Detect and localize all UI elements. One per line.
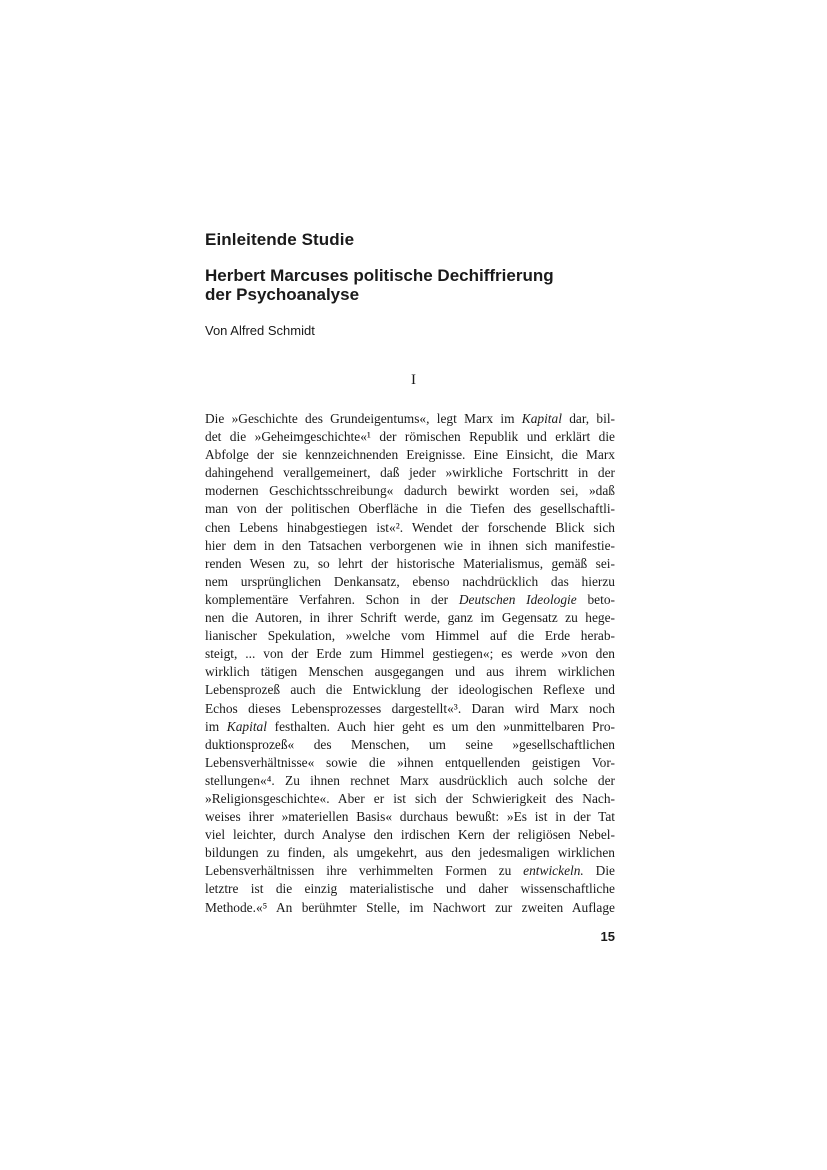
text-line: »Religionsgeschichte«. Aber er ist sich der Schwierigkeit des Nach- [205,790,615,806]
section-kicker: Einleitende Studie [205,230,355,249]
text-line: Die »Geschichte des Grundeigentums«, legt Marx im Kapital dar, bil- [205,411,615,426]
text-line: renden Wesen zu, so lehrt der historische Materialismus, gemäß sei- [205,555,615,571]
text-line: Lebensprozeß auch die Entwicklung der ideologischen Reflexe und [205,682,615,698]
text-line: det die »Geheimgeschichte«¹ der römischen Republik und erklärt die [205,429,615,445]
text-line: stellungen«⁴. Zu ihnen rechnet Marx ausdrücklich auch solche der [205,772,615,788]
text-line: komplementäre Verfahren. Schon in der Deutschen Ideologie beto- [205,591,615,607]
text-line: chen Lebens hinabgestiegen ist«². Wendet der forschende Blick sich [205,519,615,535]
text-line: weises ihrer »materiellen Basis« durchaus bewußt: »Es ist in der Tat [205,809,615,825]
text-line: nem ursprünglichen Denkansatz, ebenso nachdrücklich das hierzu [205,573,615,589]
text-line: Lebensverhältnisse« sowie die »ihnen entquellenden geistigen Vor- [205,754,615,770]
chapter-title [205,266,635,304]
text-line: im Kapital festhalten. Auch hier geht es um den »unmittelbaren Pro- [205,718,616,734]
text-line: steigt, ... von der Erde zum Himmel gestiegen«; es werde »von den [205,646,615,662]
body-paragraph [205,410,615,917]
text-line: lianischer Spekulation, »welche vom Himmel auf die Erde herab- [205,628,615,644]
text-line: letztre ist die einzig materialistische und daher wissenschaftliche [205,881,615,897]
text-line: dahingehend verallgemeinert, daß jeder »wirkliche Fortschritt in der [205,465,615,481]
text-line: bildungen zu finden, als umgekehrt, aus den jedesmaligen wirklichen [205,845,615,861]
text-line: duktionsprozeß« des Menschen, um seine »gesellschaftlichen [205,736,615,752]
text-line: Abfolge der sie kennzeichnenden Ereignisse. Eine Einsicht, die Marx [205,447,615,463]
chapter-title-line: der Psychoanalyse [205,285,360,304]
text-line: viel leichter, durch Analyse den irdischen Kern der religiösen Nebel- [205,827,615,843]
text-line: wirklich tätigen Menschen ausgegangen und aus ihrem wirklichen [205,664,615,680]
page-number: 15 [600,929,615,944]
text-line: nen die Autoren, in ihrer Schrift werde, ganz im Gegensatz zu hege- [205,610,615,626]
text-line: man von der politischen Oberfläche in die Tiefen des gesellschaftli- [205,501,615,517]
chapter-title-line: Herbert Marcuses politische Dechiffrierung [205,266,554,285]
text-line: hier dem in den Tatsachen verborgenen wie in ihnen sich manifestie- [205,537,615,553]
section-number: I [411,372,416,388]
author-line: Von Alfred Schmidt [205,323,315,338]
text-line: Echos dieses Lebensprozesses dargestellt«³. Daran wird Marx noch [205,700,615,716]
text-line: Methode.«⁵ An berühmter Stelle, im Nachwort zur zweiten Auflage [205,899,615,915]
text-line: modernen Geschichtsschreibung« dadurch bewirkt worden sei, »daß [205,483,615,499]
text-line: Lebensverhältnissen ihre verhimmelten Formen zu entwickeln. Die [205,863,615,879]
